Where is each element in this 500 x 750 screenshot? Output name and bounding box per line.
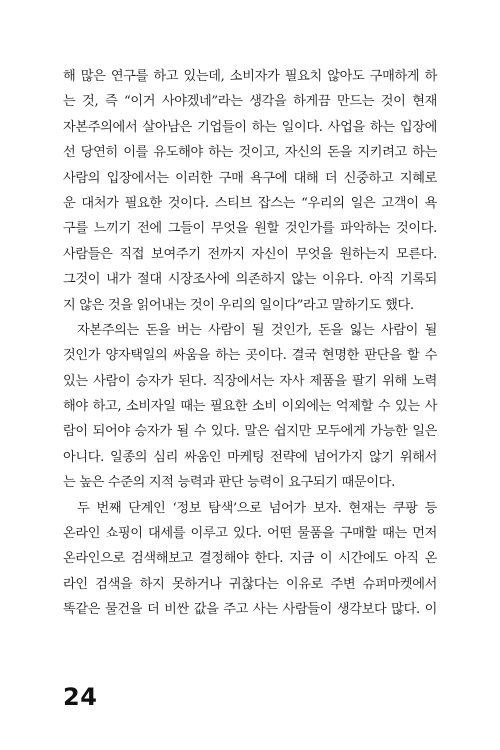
text-line: 람이 되어야 승자가 될 수 있다. 말은 쉽지만 모두에게 가능한 일은 xyxy=(63,424,437,440)
text-line: 선 당연히 이를 유도해야 하는 것이고, 자신의 돈을 지키려고 하는 xyxy=(63,145,437,161)
text-line: 는 높은 수준의 지적 능력과 판단 능력이 요구되기 때문이다. xyxy=(63,475,395,491)
text-line: 라인 검색을 하지 못하거나 귀찮다는 이유로 주변 슈퍼마켓에서 xyxy=(63,576,437,592)
text-line: 구를 느끼기 전에 그들이 무엇을 원할 것인가를 파악하는 것이다. xyxy=(63,221,437,237)
text-line: 아니다. 일종의 심리 싸움인 마케팅 전략에 넘어가지 않기 위해서 xyxy=(63,449,437,465)
paragraph-first-line: 두 번째 단계인 ‘정보 탐색’으로 넘어가 보자. 현재는 쿠팡 등 xyxy=(77,500,437,516)
text-line: 사람들은 직접 보여주기 전까지 자신이 무엇을 원하는지 모른다. xyxy=(63,246,437,262)
text-line: 자본주의에서 살아남은 기업들이 하는 일이다. 사업을 하는 입장에 xyxy=(63,119,437,135)
text-line: 는 것, 즉 “이거 사야겠네”라는 생각을 하게끔 만드는 것이 현재 xyxy=(63,94,437,110)
text-line: 해 많은 연구를 하고 있는데, 소비자가 필요치 않아도 구매하게 하 xyxy=(63,69,437,84)
paragraph-first-line: 자본주의는 돈을 버는 사람이 될 것인가, 돈을 잃는 사람이 될 xyxy=(77,322,437,338)
text-line: 그것이 내가 절대 시장조사에 의존하지 않는 이유다. 아직 기록되 xyxy=(63,272,437,288)
page-number: 24 xyxy=(63,683,98,711)
text-line: 것인가 양자택일의 싸움을 하는 곳이다. 결국 현명한 판단을 할 수 xyxy=(63,348,437,364)
text-line: 사람의 입장에서는 이러한 구매 욕구에 대해 더 신중하고 지혜로 xyxy=(63,170,437,186)
text-line: 온라인 쇼핑이 대세를 이루고 있다. 어떤 물품을 구매할 때는 먼저 xyxy=(63,526,437,542)
text-line: 온라인으로 검색해보고 결정해야 한다. 지금 이 시간에도 아직 온 xyxy=(63,551,437,567)
text-line: 지 않은 것을 읽어내는 것이 우리의 일이다”라고 말하기도 했다. xyxy=(63,297,414,313)
text-line: 있는 사람이 승자가 된다. 직장에서는 자사 제품을 팔기 위해 노력 xyxy=(63,373,437,389)
text-line: 운 대처가 필요한 것이다. 스티브 잡스는 “우리의 일은 고객이 욕 xyxy=(63,195,437,211)
body-text xyxy=(63,64,437,623)
text-line: 해야 하고, 소비자일 때는 필요한 소비 이외에는 억제할 수 있는 사 xyxy=(63,399,437,415)
text-line: 똑같은 물건을 더 비싼 값을 주고 사는 사람들이 생각보다 많다. 이 xyxy=(63,602,437,618)
